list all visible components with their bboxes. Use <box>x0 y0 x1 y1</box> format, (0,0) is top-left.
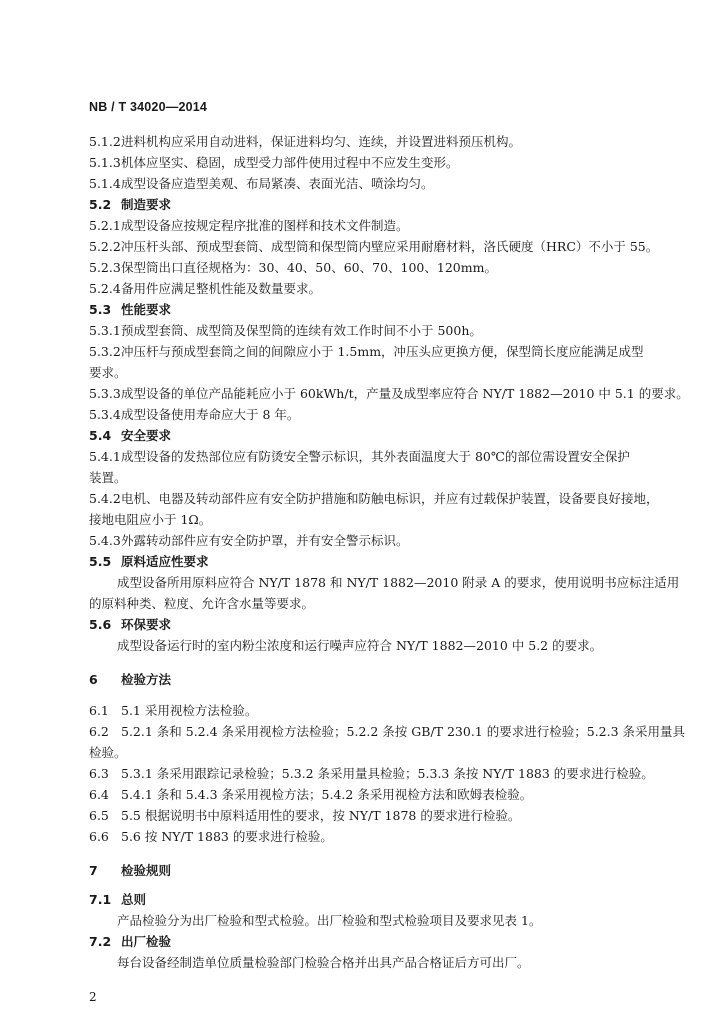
chapter-heading: 7 检验规则 <box>89 863 172 878</box>
section-heading: 5.4 安全要求 <box>89 428 172 443</box>
text-line: 成型设备所用原料应符合 NY/T 1878 和 NY/T 1882—2010 附录 A 的要求，使用说明书应标注适用 <box>117 575 680 590</box>
text-line: 每台设备经制造单位质量检验部门检验合格并出具产品合格证后方可出厂。 <box>117 955 530 970</box>
section-heading: 5.5 原料适应性要求 <box>89 554 209 569</box>
text-line: 5.2.3保型筒出口直径规格为：30、40、50、60、70、100、120mm。 <box>89 260 497 275</box>
text-line: 5.3.3成型设备的单位产品能耗应小于 60kWh/t，产量及成型率应符合 NY/T 1882—2010 中 5.1 的要求。 <box>89 386 689 401</box>
text-line: 5.4.2电机、电器及转动部件应有安全防护措施和防触电标识，并应有过载保护装置，设备要良好接地， <box>89 491 659 506</box>
text-line: 6.3 5.3.1 条采用跟踪记录检验；5.3.2 条采用量具检验；5.3.3 条按 NY/T 1883 的要求进行检验。 <box>89 766 654 781</box>
text-line: 的原料种类、粒度、允许含水量等要求。 <box>89 596 315 611</box>
text-line: 5.2.2冲压杆头部、预成型套筒、成型筒和保型筒内壁应采用耐磨材料，洛氏硬度（HRC）不小于 55。 <box>89 239 659 254</box>
section-heading: 5.3 性能要求 <box>89 302 172 317</box>
text-line: 5.3.4成型设备使用寿命应大于 8 年。 <box>89 407 300 422</box>
section-heading: 5.6 环保要求 <box>89 617 172 632</box>
text-line: 5.1.3机体应坚实、稳固，成型受力部件使用过程中不应发生变形。 <box>89 155 459 170</box>
text-line: 6.1 5.1 采用视检方法检验。 <box>89 703 258 718</box>
page-number: 2 <box>89 990 97 1004</box>
text-line: 5.3.1预成型套筒、成型筒及保型筒的连续有效工作时间不小于 500h。 <box>89 323 482 338</box>
text-line: 6.5 5.5 根据说明书中原料适用性的要求，按 NY/T 1878 的要求进行检验。 <box>89 808 521 823</box>
text-line: 产品检验分为出厂检验和型式检验。出厂检验和型式检验项目及要求见表 1。 <box>117 913 542 928</box>
text-line: 装置。 <box>89 470 127 485</box>
chapter-heading: 6 检验方法 <box>89 672 172 687</box>
text-line: 5.4.1成型设备的发热部位应有防烫安全警示标识，其外表面温度大于 80℃的部位需设置安全保护 <box>89 449 630 464</box>
text-line: 5.3.2冲压杆与预成型套筒之间的间隙应小于 1.5mm，冲压头应更换方便，保型筒长度应能满足成型 <box>89 344 644 359</box>
section-heading: 5.2 制造要求 <box>89 197 172 212</box>
text-line: 要求。 <box>89 365 127 380</box>
section-heading: 7.2 出厂检验 <box>89 934 172 949</box>
text-line: 5.2.4备用件应满足整机性能及数量要求。 <box>89 281 322 296</box>
section-heading: 7.1 总则 <box>89 892 147 907</box>
text-line: 6.4 5.4.1 条和 5.4.3 条采用视检方法；5.4.2 条采用视检方法和欧姆表检验。 <box>89 787 533 802</box>
text-line: 5.1.4成型设备应造型美观、布局紧凑、表面光洁、喷涂均匀。 <box>89 176 434 191</box>
text-line: 接地电阻应小于 1Ω。 <box>89 512 212 527</box>
text-line: 5.2.1成型设备应按规定程序批准的图样和技术文件制造。 <box>89 218 409 233</box>
text-line: 5.4.3外露转动部件应有安全防护罩，并有安全警示标识。 <box>89 533 409 548</box>
text-line: 5.1.2进料机构应采用自动进料，保证进料均匀、连续，并设置进料预压机构。 <box>89 134 522 149</box>
document-header: NB / T 34020—2014 <box>89 100 208 114</box>
text-line: 6.2 5.2.1 条和 5.2.4 条采用视检方法检验；5.2.2 条按 GB/T 230.1 的要求进行检验；5.2.3 条采用量具 <box>89 724 686 739</box>
text-line: 6.6 5.6 按 NY/T 1883 的要求进行检验。 <box>89 829 333 844</box>
text-line: 成型设备运行时的室内粉尘浓度和运行噪声应符合 NY/T 1882—2010 中 5.2 的要求。 <box>117 638 603 653</box>
text-line: 检验。 <box>89 745 127 760</box>
